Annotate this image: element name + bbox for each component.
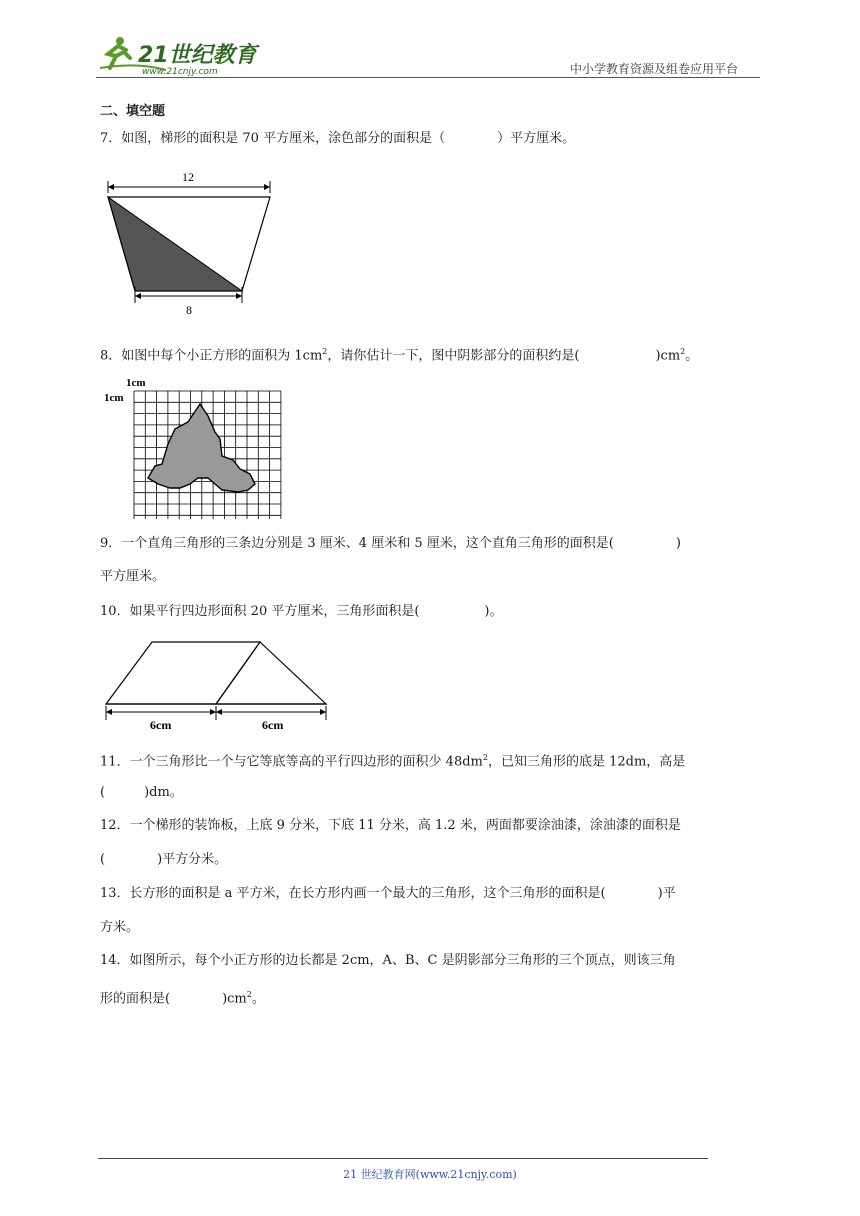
figure-7-top-label: 12: [182, 170, 194, 184]
figure-8-left-label: 1cm: [104, 392, 124, 404]
header-platform-text: 中小学教育资源及组卷应用平台: [570, 62, 739, 76]
question-9-line1: 9．一个直角三角形的三条边分别是 3 厘米、4 厘米和 5 厘米，这个直角三角形的面积是( ): [100, 536, 681, 551]
section-title: 二、填空题: [100, 104, 166, 119]
figure-10-right-label: 6cm: [262, 718, 284, 732]
figure-10-left-label: 6cm: [150, 718, 172, 732]
figure-8-grid: [100, 374, 290, 523]
question-10: 10．如果平行四边形面积 20 平方厘米，三角形面积是( )。: [100, 604, 503, 619]
question-12-line1: 12．一个梯形的装饰板，上底 9 分米，下底 11 分米，高 1.2 米，两面都要涂油漆，涂油漆的面积是: [100, 818, 681, 833]
question-14-line1: 14．如图所示，每个小正方形的边长都是 2cm，A、B、C 是阴影部分三角形的三个顶点，则该三角: [100, 953, 676, 968]
svg-text:www.21cnjy.com: www.21cnjy.com: [142, 67, 218, 77]
question-14-line2: 形的面积是( )$cm^2$。: [100, 990, 265, 1007]
header-divider: [96, 77, 760, 78]
figure-7-bottom-label: 8: [186, 303, 192, 317]
figure-7-trapezoid: [100, 163, 280, 327]
figure-8-top-label: 1cm: [126, 377, 146, 389]
question-13-line1: 13．长方形的面积是 a 平方米，在长方形内画一个最大的三角形，这个三角形的面积是( )平: [100, 886, 676, 901]
figure-10-shapes: [100, 638, 340, 742]
question-13-line2: 方米。: [100, 920, 140, 935]
question-7: 7．如图，梯形的面积是 70 平方厘米，涂色部分的面积是（ ）平方厘米。: [100, 131, 576, 146]
question-9-line2: 平方厘米。: [100, 569, 166, 584]
question-8: 8．如图中每个小正方形的面积为 $1cm^2$，请你估计一下，图中阴影部分的面积约是( )$cm^2$。: [100, 347, 699, 364]
logo: [96, 32, 266, 80]
footer-text: 21 世纪教育网(www.21cnjy.com): [343, 1168, 517, 1181]
question-11-line1: 11．一个三角形比一个与它等底等高的平行四边形的面积少 $48dm^2$，已知三角形的底是 12dm，高是: [100, 753, 686, 770]
question-11-line2: ( )dm。: [100, 785, 183, 800]
svg-text:21世纪教育: 21世纪教育: [138, 43, 257, 68]
footer-divider: [98, 1158, 708, 1159]
question-12-line2: ( )平方分米。: [100, 852, 228, 867]
